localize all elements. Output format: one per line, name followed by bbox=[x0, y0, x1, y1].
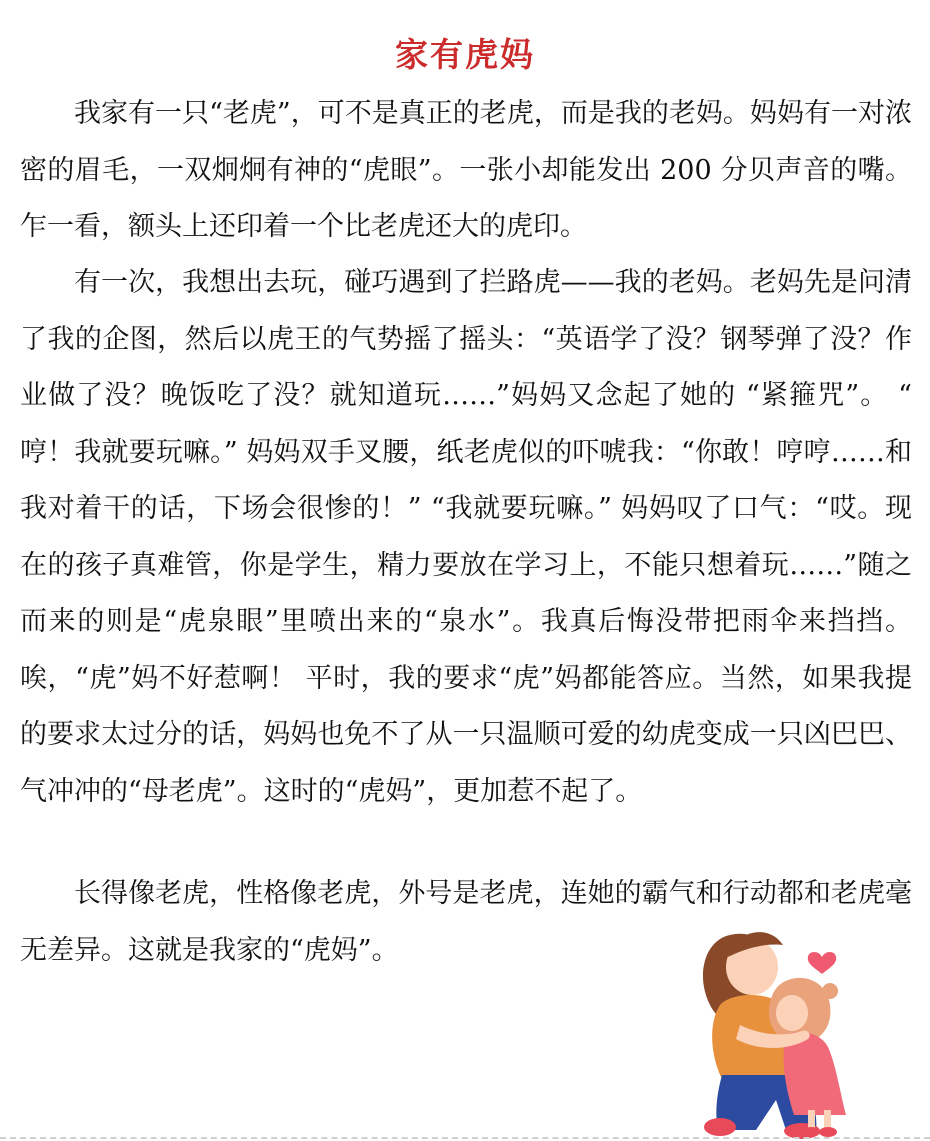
mother-hugging-daughter-illustration bbox=[690, 905, 870, 1140]
bottom-divider bbox=[0, 1137, 930, 1139]
document-title: 家有虎妈 bbox=[395, 35, 535, 74]
paragraph-3: 长得像老虎，性格像老虎，外号是老虎，连她的霸气和行动都和老虎毫无差异。这就是我家的“虎妈”。 bbox=[20, 878, 912, 966]
heart-icon bbox=[808, 952, 836, 974]
girl-face bbox=[776, 995, 808, 1031]
paragraph-2: 有一次，我想出去玩，碰巧遇到了拦路虎——我的老妈。老妈先是问清了我的企图，然后以虎王的气势摇了摇头：“英语学了没？钢琴弹了没？作业做了没？晚饭吃了没？就知道玩……”妈妈又念起了她的 “紧箍咒”。 “ 哼！我就要玩嘛。” 妈妈双手叉腰，纸老虎似的吓唬我：“你敢！哼哼……和我对着干的话，下场会很惨的！” “我就要玩嘛。” 妈妈叹了口气：“哎。现在的孩子真难管，你是学生，精力要放在学习上，不能只想着玩……”随之而来的则是“虎泉眼”里喷出来的“泉水”。我真后悔没带把雨伞来挡挡。唉，“虎”妈不好惹啊！ 平时，我的要求“虎”妈都能答应。当然，如果我提的要求太过分的话，妈妈也免不了从一只温顺可爱的幼虎变成一只凶巴巴、气冲冲的“母老虎”。这时的“虎妈”，更加惹不起了。 bbox=[20, 267, 912, 807]
paragraph-1: 我家有一只“老虎”，可不是真正的老虎，而是我的老妈。妈妈有一对浓密的眉毛，一双炯炯有神的“虎眼”。一张小却能发出 200 分贝声音的嘴。乍一看，额头上还印着一个比老虎还大的虎印。 bbox=[20, 98, 912, 242]
